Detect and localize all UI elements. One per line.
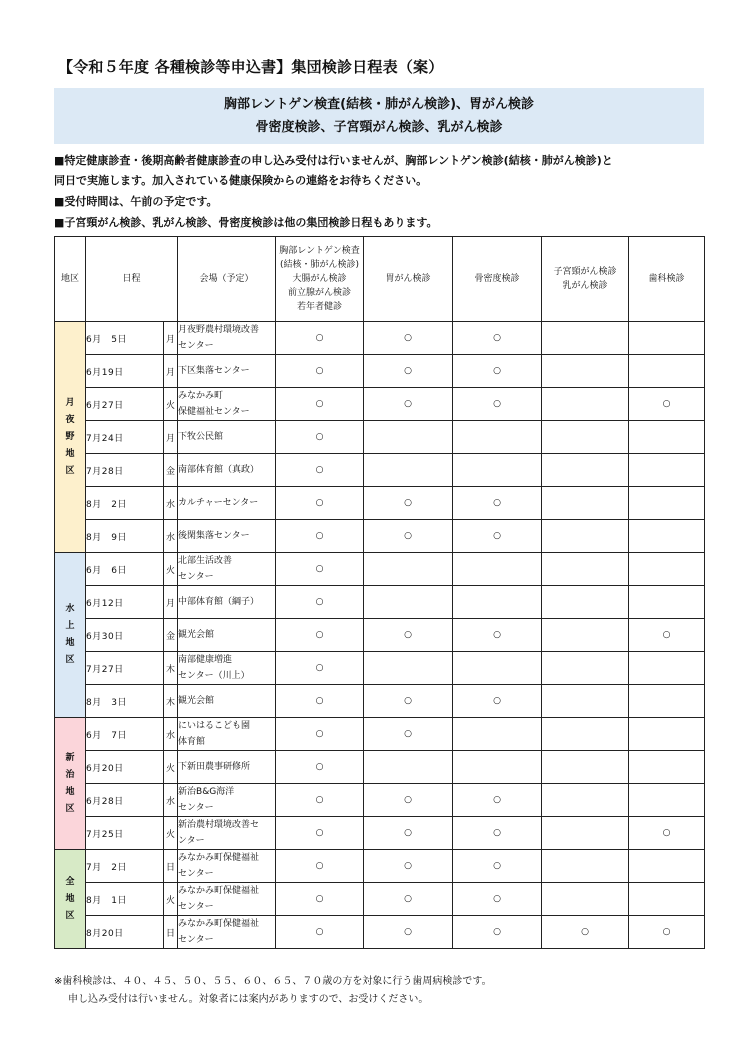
- table-row: [55, 685, 705, 718]
- mark-xray: ○: [276, 652, 364, 685]
- venue-cell: [178, 652, 276, 685]
- mark-bone: [453, 751, 542, 784]
- mark-stomach: [364, 652, 453, 685]
- venue-line: 下区集落センター: [178, 366, 250, 376]
- region-cell: [55, 850, 86, 949]
- weekday-cell: 木: [164, 652, 178, 685]
- mark-xray: ○: [276, 520, 364, 553]
- mark-stomach: [364, 454, 453, 487]
- header-cervical-line: 子宮頸がん検診: [553, 267, 617, 277]
- mark-stomach: [364, 751, 453, 784]
- date-cell: 6月 7日: [86, 718, 164, 751]
- venue-cell: [178, 850, 276, 883]
- weekday-cell: 火: [164, 751, 178, 784]
- mark-stomach: [364, 421, 453, 454]
- mark-bone: ○: [453, 784, 542, 817]
- venue-line: みなかみ町保健福祉: [178, 886, 260, 896]
- weekday-cell: 日: [164, 916, 178, 949]
- date-cell: 7月24日: [86, 421, 164, 454]
- venue-cell: [178, 586, 276, 619]
- mark-bone: ○: [453, 388, 542, 421]
- venue-line: 観光会館: [178, 696, 215, 706]
- header-xray-line: 胸部レントゲン検査: [279, 246, 360, 256]
- table-row: [55, 322, 705, 355]
- mark-dental: [629, 355, 705, 388]
- mark-xray: ○: [276, 553, 364, 586]
- table-row: [55, 751, 705, 784]
- mark-dental: [629, 883, 705, 916]
- mark-bone: [453, 454, 542, 487]
- mark-cervical: [542, 685, 629, 718]
- table-row: [55, 850, 705, 883]
- header-xray-line: (結核・肺がん検診): [280, 260, 360, 270]
- venue-cell: [178, 520, 276, 553]
- venue-cell: [178, 817, 276, 850]
- mark-bone: ○: [453, 916, 542, 949]
- mark-stomach: ○: [364, 817, 453, 850]
- weekday-cell: 金: [164, 619, 178, 652]
- header-venue: 会場（予定）: [178, 237, 276, 322]
- mark-cervical: [542, 586, 629, 619]
- date-cell: 6月19日: [86, 355, 164, 388]
- mark-dental: [629, 850, 705, 883]
- date-cell: 7月28日: [86, 454, 164, 487]
- venue-line: センター: [178, 869, 214, 879]
- mark-dental: [629, 454, 705, 487]
- venue-cell: [178, 685, 276, 718]
- venue-cell: [178, 322, 276, 355]
- venue-line: センター（川上）: [178, 671, 250, 681]
- region-char: 地: [65, 786, 75, 797]
- venue-line: センター: [178, 572, 214, 582]
- date-cell: 6月20日: [86, 751, 164, 784]
- date-cell: 6月 6日: [86, 553, 164, 586]
- mark-xray: ○: [276, 421, 364, 454]
- venue-cell: [178, 388, 276, 421]
- venue-cell: [178, 421, 276, 454]
- mark-cervical: [542, 421, 629, 454]
- venue-line: みなかみ町保健福祉: [178, 919, 260, 929]
- date-cell: 7月25日: [86, 817, 164, 850]
- region-char: 全: [65, 876, 75, 887]
- weekday-cell: 金: [164, 454, 178, 487]
- mark-dental: ○: [629, 619, 705, 652]
- venue-line: 観光会館: [178, 630, 215, 640]
- date-cell: 8月 2日: [86, 487, 164, 520]
- mark-xray: ○: [276, 784, 364, 817]
- date-cell: 8月 3日: [86, 685, 164, 718]
- footnote-2: 申し込み受付は行いません。対象者には案内がありますので、お受けください。: [68, 994, 429, 1005]
- mark-xray: ○: [276, 850, 364, 883]
- date-cell: 6月28日: [86, 784, 164, 817]
- date-cell: 7月27日: [86, 652, 164, 685]
- region-char: 上: [65, 621, 75, 631]
- mark-bone: [453, 553, 542, 586]
- venue-cell: [178, 916, 276, 949]
- venue-line: 南部健康増進: [178, 655, 233, 665]
- region-cell: [55, 718, 86, 850]
- mark-stomach: ○: [364, 487, 453, 520]
- venue-cell: [178, 487, 276, 520]
- header-region: 地区: [55, 237, 86, 322]
- date-cell: 6月27日: [86, 388, 164, 421]
- venue-line: 北部生活改善: [178, 556, 233, 566]
- mark-cervical: [542, 520, 629, 553]
- table-row: [55, 388, 705, 421]
- date-cell: 6月 5日: [86, 322, 164, 355]
- mark-dental: ○: [629, 388, 705, 421]
- table-row: [55, 883, 705, 916]
- mark-stomach: ○: [364, 850, 453, 883]
- mark-stomach: ○: [364, 322, 453, 355]
- weekday-cell: 水: [164, 487, 178, 520]
- date-cell: 6月30日: [86, 619, 164, 652]
- table-row: [55, 652, 705, 685]
- mark-xray: ○: [276, 388, 364, 421]
- header-xray-line: 大腸がん検診: [292, 274, 347, 284]
- region-char: 月: [65, 397, 75, 408]
- weekday-cell: 水: [164, 718, 178, 751]
- mark-dental: [629, 421, 705, 454]
- footnote-1: ※歯科検診は、４０、４５、５０、５５、６０、６５、７０歳の方を対象に行う歯周病検診です。: [54, 976, 492, 987]
- mark-bone: ○: [453, 850, 542, 883]
- region-char: 地: [65, 893, 75, 904]
- mark-stomach: ○: [364, 388, 453, 421]
- venue-line: 下新田農事研修所: [178, 762, 251, 772]
- mark-dental: [629, 718, 705, 751]
- mark-xray: ○: [276, 322, 364, 355]
- mark-dental: ○: [629, 916, 705, 949]
- date-cell: 8月 1日: [86, 883, 164, 916]
- schedule-body: [55, 322, 705, 949]
- venue-line: みなかみ町保健福祉: [178, 853, 260, 863]
- mark-xray: ○: [276, 883, 364, 916]
- table-row: [55, 817, 705, 850]
- schedule-table: [54, 236, 705, 949]
- mark-dental: [629, 652, 705, 685]
- weekday-cell: 火: [164, 388, 178, 421]
- date-cell: 8月 9日: [86, 520, 164, 553]
- venue-line: センター: [178, 935, 214, 945]
- mark-bone: ○: [453, 520, 542, 553]
- table-row: [55, 520, 705, 553]
- weekday-cell: 火: [164, 883, 178, 916]
- mark-cervical: [542, 355, 629, 388]
- mark-dental: [629, 553, 705, 586]
- region-char: 区: [65, 465, 75, 476]
- table-header-row: [55, 237, 705, 322]
- mark-dental: [629, 520, 705, 553]
- region-cell: [55, 553, 86, 718]
- mark-cervical: [542, 619, 629, 652]
- mark-bone: ○: [453, 619, 542, 652]
- mark-stomach: ○: [364, 916, 453, 949]
- region-char: 区: [65, 655, 75, 665]
- mark-cervical: [542, 751, 629, 784]
- venue-line: 中部体育館（綱子）: [178, 597, 260, 607]
- table-row: [55, 586, 705, 619]
- weekday-cell: 月: [164, 355, 178, 388]
- mark-xray: ○: [276, 355, 364, 388]
- date-cell: 8月20日: [86, 916, 164, 949]
- mark-stomach: ○: [364, 355, 453, 388]
- mark-xray: ○: [276, 487, 364, 520]
- table-row: [55, 619, 705, 652]
- mark-xray: ○: [276, 454, 364, 487]
- venue-line: にいはるこども園: [178, 721, 251, 731]
- mark-xray: ○: [276, 718, 364, 751]
- venue-line: カルチャーセンター: [178, 498, 259, 508]
- weekday-cell: 水: [164, 784, 178, 817]
- mark-dental: [629, 751, 705, 784]
- venue-line: 南部体育館（真政）: [178, 465, 260, 475]
- mark-bone: ○: [453, 487, 542, 520]
- date-cell: 6月12日: [86, 586, 164, 619]
- venue-line: 月夜野農村環境改善: [178, 325, 260, 335]
- region-char: 区: [65, 803, 75, 814]
- venue-cell: [178, 718, 276, 751]
- table-row: [55, 916, 705, 949]
- region-char: 区: [65, 910, 75, 921]
- venue-line: センター: [178, 341, 214, 351]
- mark-xray: ○: [276, 751, 364, 784]
- venue-cell: [178, 784, 276, 817]
- mark-stomach: ○: [364, 619, 453, 652]
- mark-cervical: [542, 388, 629, 421]
- mark-dental: [629, 784, 705, 817]
- weekday-cell: 月: [164, 421, 178, 454]
- weekday-cell: 月: [164, 586, 178, 619]
- header-stomach: 胃がん検診: [364, 237, 453, 322]
- venue-cell: [178, 751, 276, 784]
- weekday-cell: 火: [164, 553, 178, 586]
- weekday-cell: 日: [164, 850, 178, 883]
- mark-bone: [453, 652, 542, 685]
- mark-bone: ○: [453, 685, 542, 718]
- table-row: [55, 421, 705, 454]
- mark-stomach: ○: [364, 685, 453, 718]
- mark-dental: [629, 322, 705, 355]
- document-title: 【令和５年度 各種検診等申込書】集団検診日程表（案）: [58, 58, 444, 76]
- weekday-cell: 水: [164, 520, 178, 553]
- weekday-cell: 月: [164, 322, 178, 355]
- venue-cell: [178, 619, 276, 652]
- header-date: 日程: [86, 237, 178, 322]
- mark-xray: ○: [276, 619, 364, 652]
- note-line-1: ■特定健康診査・後期高齢者健康診査の申し込み受付は行いませんが、胸部レントゲン検診(結核・肺がん検診)と: [54, 154, 613, 167]
- region-char: 治: [65, 769, 75, 780]
- mark-cervical: [542, 454, 629, 487]
- weekday-cell: 木: [164, 685, 178, 718]
- mark-cervical: [542, 850, 629, 883]
- venue-line: 新治農村環境改善セ: [178, 820, 260, 830]
- mark-xray: ○: [276, 685, 364, 718]
- mark-bone: ○: [453, 355, 542, 388]
- mark-cervical: ○: [542, 916, 629, 949]
- mark-bone: [453, 586, 542, 619]
- mark-stomach: ○: [364, 784, 453, 817]
- mark-stomach: ○: [364, 883, 453, 916]
- date-cell: 7月 2日: [86, 850, 164, 883]
- venue-line: 後閑集落センター: [178, 531, 250, 541]
- table-row: [55, 487, 705, 520]
- region-cell: [55, 322, 86, 553]
- header-bone: 骨密度検診: [453, 237, 542, 322]
- weekday-cell: 火: [164, 817, 178, 850]
- mark-cervical: [542, 817, 629, 850]
- venue-line: センター: [178, 902, 214, 912]
- banner-line-1: 胸部レントゲン検査(結核・肺がん検診)、胃がん検診: [223, 97, 535, 112]
- mark-stomach: ○: [364, 718, 453, 751]
- region-char: 夜: [65, 414, 75, 425]
- mark-stomach: [364, 553, 453, 586]
- mark-cervical: [542, 487, 629, 520]
- mark-bone: ○: [453, 883, 542, 916]
- mark-dental: [629, 487, 705, 520]
- venue-cell: [178, 355, 276, 388]
- table-row: [55, 355, 705, 388]
- mark-cervical: [542, 553, 629, 586]
- table-row: [55, 718, 705, 751]
- mark-dental: [629, 586, 705, 619]
- region-char: 新: [65, 752, 75, 763]
- header-dental: 歯科検診: [629, 237, 705, 322]
- region-char: 地: [65, 448, 75, 459]
- mark-bone: ○: [453, 817, 542, 850]
- mark-bone: [453, 718, 542, 751]
- venue-line: 体育館: [178, 737, 206, 747]
- mark-cervical: [542, 652, 629, 685]
- venue-line: みなかみ町: [178, 391, 224, 401]
- mark-cervical: [542, 718, 629, 751]
- table-row: [55, 784, 705, 817]
- venue-cell: [178, 553, 276, 586]
- header-cervical: [542, 237, 629, 322]
- header-xray-line: 前立腺がん検診: [288, 288, 352, 298]
- venue-line: ンター: [178, 836, 205, 846]
- venue-line: センター: [178, 803, 214, 813]
- region-char: 地: [65, 638, 75, 648]
- venue-line: 新治B&G海洋: [178, 787, 235, 797]
- venue-line: 保健福祉センター: [178, 407, 250, 417]
- note-line-3: ■受付時間は、午前の予定です。: [54, 195, 218, 208]
- mark-bone: [453, 421, 542, 454]
- venue-line: 下牧公民館: [178, 432, 224, 442]
- table-row: [55, 553, 705, 586]
- mark-xray: ○: [276, 817, 364, 850]
- mark-bone: ○: [453, 322, 542, 355]
- mark-dental: [629, 685, 705, 718]
- mark-cervical: [542, 883, 629, 916]
- mark-stomach: [364, 586, 453, 619]
- mark-xray: ○: [276, 586, 364, 619]
- header-xray-line: 若年者健診: [297, 302, 343, 312]
- region-char: 水: [65, 604, 75, 614]
- mark-cervical: [542, 784, 629, 817]
- mark-dental: ○: [629, 817, 705, 850]
- mark-xray: ○: [276, 916, 364, 949]
- mark-cervical: [542, 322, 629, 355]
- header-xray: [276, 237, 364, 322]
- table-row: [55, 454, 705, 487]
- note-line-4: ■子宮頸がん検診、乳がん検診、骨密度検診は他の集団検診日程もあります。: [54, 216, 438, 229]
- header-cervical-line: 乳がん検診: [562, 281, 608, 291]
- exam-banner: [54, 88, 704, 144]
- banner-line-2: 骨密度検診、子宮頸がん検診、乳がん検診: [255, 120, 503, 135]
- note-line-2: 同日で実施します。加入されている健康保険からの連絡をお待ちください。: [54, 174, 428, 187]
- venue-cell: [178, 883, 276, 916]
- region-char: 野: [65, 431, 75, 442]
- venue-cell: [178, 454, 276, 487]
- mark-stomach: ○: [364, 520, 453, 553]
